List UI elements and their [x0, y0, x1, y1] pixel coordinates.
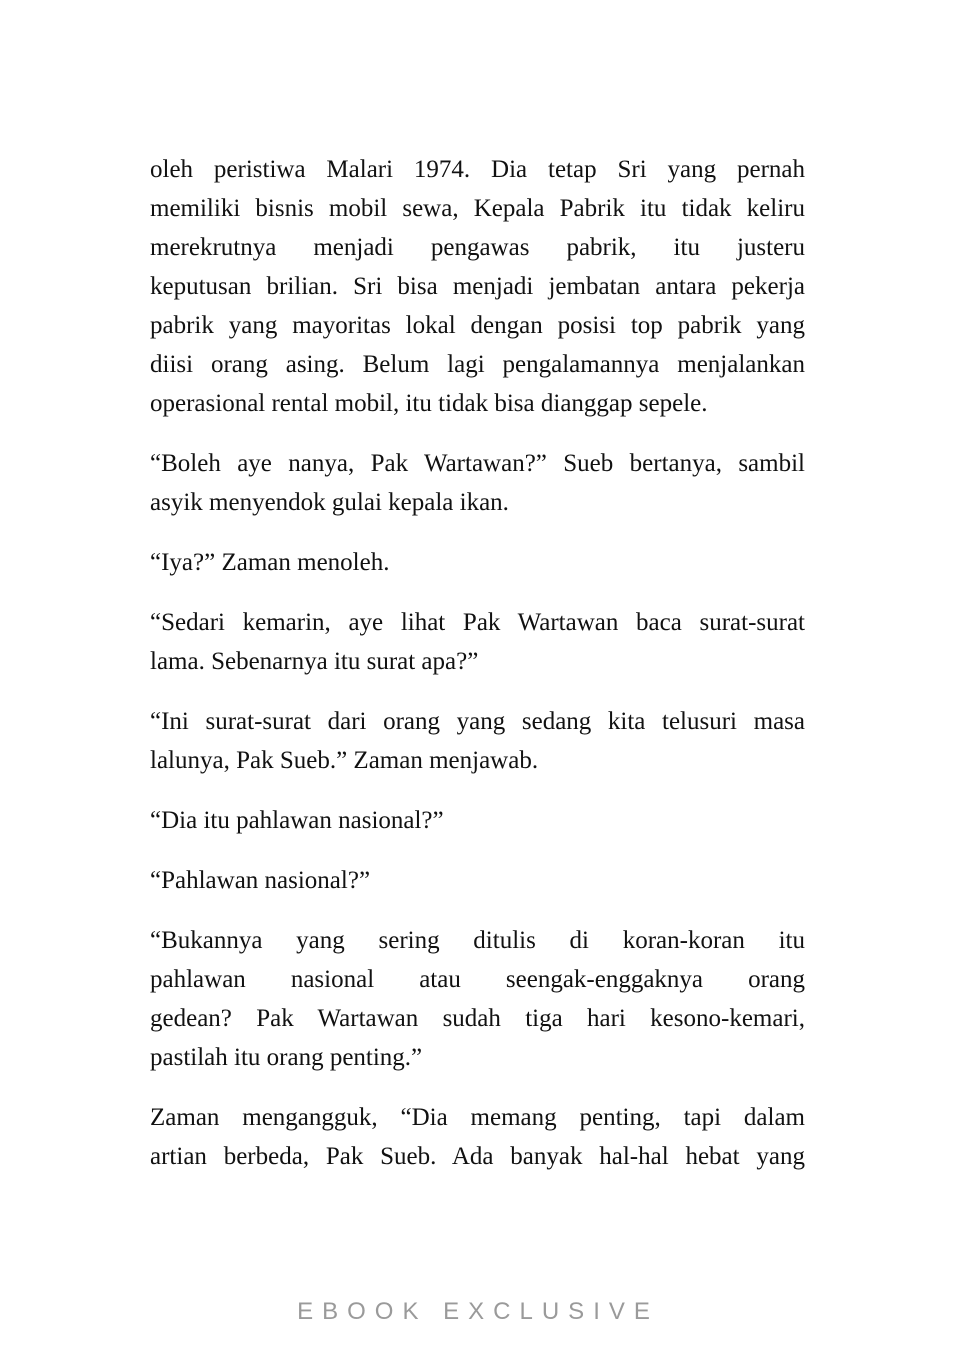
- footer-ebook-exclusive: EBOOK EXCLUSIVE: [297, 1298, 659, 1325]
- text-line: merekrutnya menjadi pengawas pabrik, itu justeru: [150, 234, 805, 261]
- text-line: “Pahlawan nasional?”: [150, 867, 371, 894]
- text-line: asyik menyendok gulai kepala ikan.: [150, 489, 509, 516]
- text-line: “Sedari kemarin, aye lihat Pak Wartawan baca surat-surat: [150, 609, 805, 636]
- text-line: “Iya?” Zaman menoleh.: [150, 549, 390, 576]
- text-line: operasional rental mobil, itu tidak bisa dianggap sepele.: [150, 390, 708, 417]
- paragraph-dialogue-sueb-newspaper: [150, 921, 805, 1077]
- text-line: artian berbeda, Pak Sueb. Ada banyak hal-hal hebat yang: [150, 1143, 805, 1170]
- paragraph-dialogue-zaman-turns: [150, 543, 805, 582]
- text-line: lama. Sebenarnya itu surat apa?”: [150, 648, 479, 675]
- text-line: pastilah itu orang penting.”: [150, 1044, 423, 1071]
- paragraph-dialogue-zaman-nods: [150, 1098, 805, 1176]
- paragraph-dialogue-hero-question: [150, 801, 805, 840]
- paragraph-dialogue-letters-answer: [150, 702, 805, 780]
- paragraph-narration-sri: [150, 150, 805, 423]
- text-line: keputusan brilian. Sri bisa menjadi jembatan antara pekerja: [150, 273, 805, 300]
- text-line: pabrik yang mayoritas lokal dengan posisi top pabrik yang: [150, 312, 805, 339]
- text-line: “Ini surat-surat dari orang yang sedang kita telusuri masa: [150, 708, 805, 735]
- text-line: “Dia itu pahlawan nasional?”: [150, 807, 444, 834]
- paragraph-dialogue-hero-echo: [150, 861, 805, 900]
- text-line: gedean? Pak Wartawan sudah tiga hari kesono-kemari,: [150, 1005, 805, 1032]
- text-line: diisi orang asing. Belum lagi pengalamannya menjalankan: [150, 351, 805, 378]
- text-line: “Bukannya yang sering ditulis di koran-koran itu: [150, 927, 805, 954]
- paragraph-dialogue-sueb-ask: [150, 444, 805, 522]
- text-line: memiliki bisnis mobil sewa, Kepala Pabrik itu tidak keliru: [150, 195, 805, 222]
- paragraph-dialogue-letters-question: [150, 603, 805, 681]
- text-line: oleh peristiwa Malari 1974. Dia tetap Sri yang pernah: [150, 156, 805, 183]
- page-body: [150, 150, 805, 1197]
- text-line: pahlawan nasional atau seengak-enggaknya orang: [150, 966, 805, 993]
- text-line: “Boleh aye nanya, Pak Wartawan?” Sueb bertanya, sambil: [150, 450, 805, 477]
- text-line: lalunya, Pak Sueb.” Zaman menjawab.: [150, 747, 539, 774]
- text-line: Zaman mengangguk, “Dia memang penting, tapi dalam: [150, 1104, 805, 1131]
